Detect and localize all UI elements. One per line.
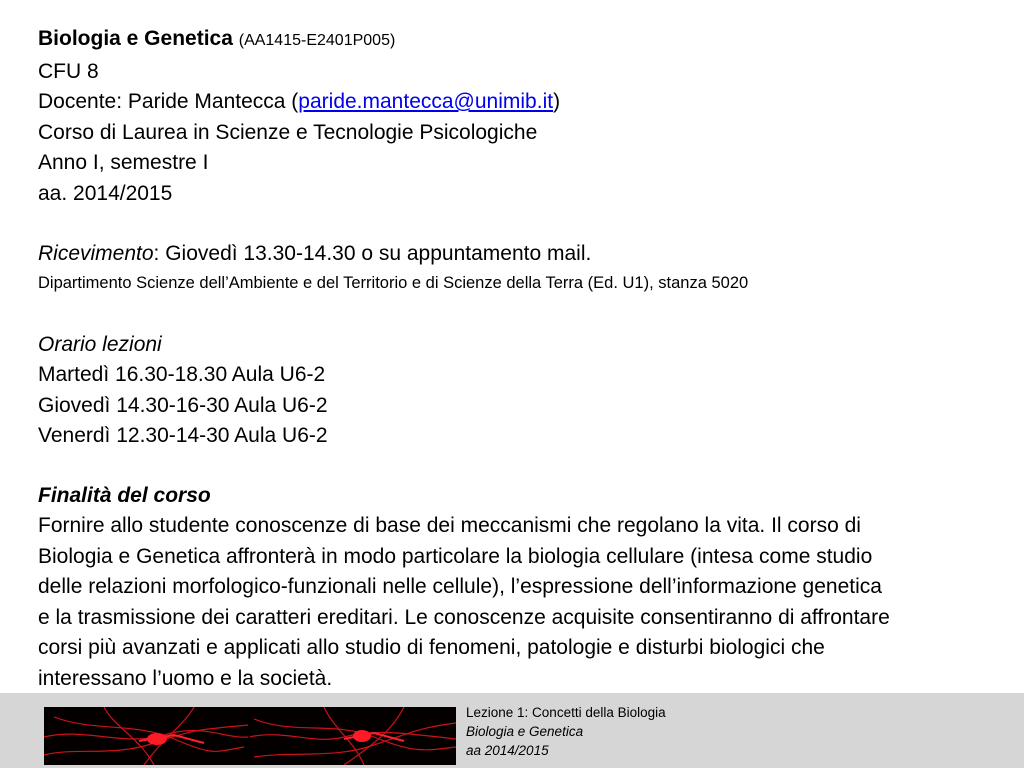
docente-label: Docente: Paride Mantecca (: [38, 90, 299, 113]
course-code: (AA1415-E2401P005): [238, 32, 396, 49]
ricevimento-label: Ricevimento: [38, 242, 154, 265]
orario-item: Giovedì 14.30-16-30 Aula U6-2: [38, 393, 328, 417]
finalita-line: e la trasmissione dei caratteri ereditari. Le conoscenze acquisite consentiranno di affrontare: [38, 605, 890, 629]
course-title-line: [38, 24, 998, 57]
corso-di-laurea: Corso di Laurea in Scienze e Tecnologie Psicologiche: [38, 120, 538, 144]
docente-line: [38, 87, 998, 118]
footer-caption: [466, 703, 666, 760]
finalita-paragraph: [38, 511, 998, 694]
finalita-heading: Finalità del corso: [38, 483, 211, 507]
anno-semestre: Anno I, semestre I: [38, 151, 209, 174]
finalita-line: Fornire allo studente conoscenze di base dei meccanismi che regolano la vita. Il corso di: [38, 514, 861, 537]
slide-content: [38, 24, 998, 694]
ricevimento-text: : Giovedì 13.30-14.30 o su appuntamento mail.: [153, 242, 592, 265]
footer-course: Biologia e Genetica: [466, 724, 584, 739]
neuron-microscopy-image: [44, 707, 456, 765]
ricevimento-location: Dipartimento Scienze dell’Ambiente e del Territorio e di Scienze della Terra (Ed. U1), stanza 5020: [38, 273, 749, 292]
cfu: CFU 8: [38, 59, 99, 83]
ricevimento-line: [38, 239, 998, 270]
orario-item: Martedì 16.30-18.30 Aula U6-2: [38, 363, 326, 386]
orario-heading: Orario lezioni: [38, 332, 162, 356]
finalita-line: interessano l’uomo e la società.: [38, 666, 333, 690]
finalita-line: corsi più avanzati e applicati allo studio di fenomeni, patologie e disturbi biologici che: [38, 636, 825, 659]
docente-close: ): [553, 90, 561, 113]
finalita-line: Biologia e Genetica affronterà in modo particolare la biologia cellulare (intesa come studio: [38, 544, 873, 568]
orario-item: Venerdì 12.30-14-30 Aula U6-2: [38, 424, 328, 447]
course-title: Biologia e Genetica: [38, 27, 233, 50]
neuron-fluorescence-graphic: [44, 707, 456, 765]
finalita-line: delle relazioni morfologico-funzionali nelle cellule), l’espressione dell’informazione genetica: [38, 575, 882, 598]
anno-accademico: aa. 2014/2015: [38, 181, 173, 205]
footer-lesson: Lezione 1: Concetti della Biologia: [466, 705, 666, 720]
email-link[interactable]: paride.mantecca@unimib.it: [298, 90, 554, 113]
footer-year: aa 2014/2015: [466, 743, 549, 758]
